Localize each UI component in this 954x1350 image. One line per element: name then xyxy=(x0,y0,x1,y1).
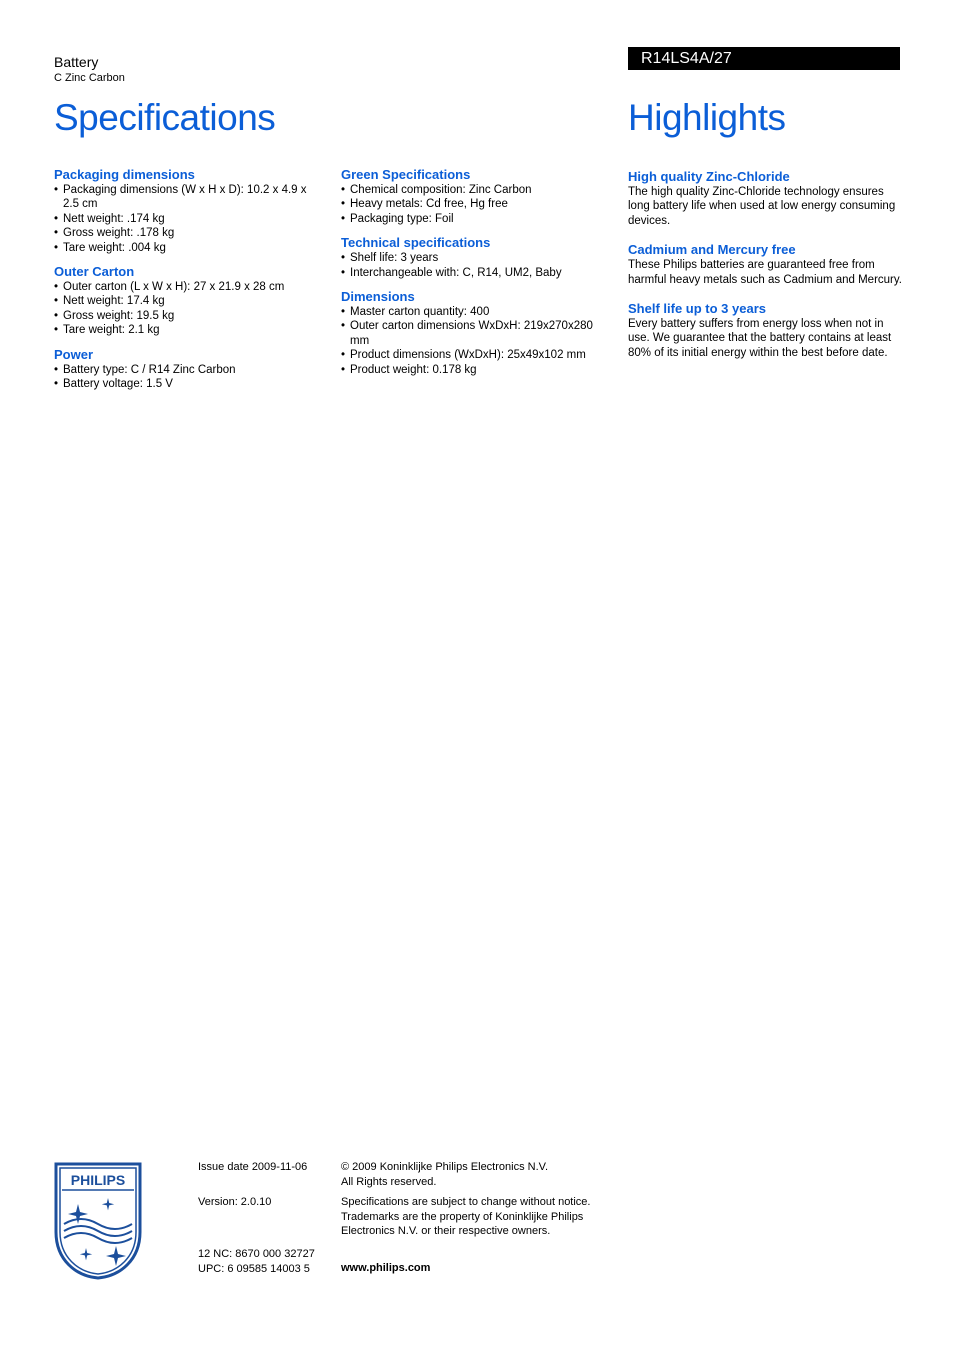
spec-item: • Master carton quantity: 400 xyxy=(341,305,613,319)
spec-item: • Gross weight: .178 kg xyxy=(54,226,324,240)
highlight-cadmium-and-mercury-free xyxy=(628,242,902,287)
highlight-heading: Shelf life up to 3 years xyxy=(628,301,766,317)
spec-section-heading: Outer Carton xyxy=(54,264,135,280)
spec-item: • Chemical composition: Zinc Carbon xyxy=(341,183,613,197)
spec-section-power xyxy=(54,347,324,392)
highlight-text: The high quality Zinc-Chloride technology ensures long battery life when used at low energy consuming devices. xyxy=(628,186,896,227)
spec-section-heading: Green Specifications xyxy=(341,167,471,182)
highlight-text: These Philips batteries are guaranteed free from harmful heavy metals such as Cadmium and Mercury. xyxy=(628,259,902,286)
version: Version: 2.0.10 xyxy=(198,1196,272,1208)
spec-list xyxy=(54,280,324,338)
spec-list xyxy=(341,251,613,280)
spec-item: • Interchangeable with: C, R14, UM2, Baby xyxy=(341,266,613,280)
spec-item: • Battery type: C / R14 Zinc Carbon xyxy=(54,363,324,377)
highlights-column xyxy=(628,167,902,374)
website-link[interactable]: www.philips.com xyxy=(341,1262,431,1274)
spec-item: • Heavy metals: Cd free, Hg free xyxy=(341,197,613,211)
notice-line-1: Specifications are subject to change without notice. xyxy=(341,1196,591,1208)
spec-section-heading: Technical specifications xyxy=(341,235,491,251)
specifications-notice xyxy=(341,1195,601,1239)
spec-item: • Packaging type: Foil xyxy=(341,212,613,226)
highlights-title: Highlights xyxy=(628,97,786,138)
spec-item: • Tare weight: 2.1 kg xyxy=(54,323,324,337)
spec-item: • Nett weight: 17.4 kg xyxy=(54,294,324,308)
spec-section-green-specifications xyxy=(341,167,613,226)
spec-list xyxy=(54,363,324,392)
spec-section-heading: Packaging dimensions xyxy=(54,167,195,182)
spec-section-technical-specifications xyxy=(341,235,613,280)
highlight-heading: Cadmium and Mercury free xyxy=(628,242,796,258)
copyright xyxy=(341,1160,548,1189)
spec-item: • Outer carton dimensions WxDxH: 219x270x280 mm xyxy=(341,319,613,348)
spec-list xyxy=(341,183,613,226)
specifications-column-1 xyxy=(54,167,324,400)
philips-shield-logo xyxy=(54,1162,142,1280)
spec-item: • Shelf life: 3 years xyxy=(341,251,613,265)
model-number-bar: R14LS4A/27 xyxy=(628,47,900,70)
highlight-high-quality-zinc-chloride xyxy=(628,169,902,228)
spec-section-packaging-dimensions xyxy=(54,167,324,255)
highlight-text: Every battery suffers from energy loss when not in use. We guarantee that the battery contains at least 80% of its initial energy within the best before date. xyxy=(628,318,892,359)
product-codes xyxy=(198,1247,315,1276)
notice-line-3: Electronics N.V. or their respective owners. xyxy=(341,1225,551,1237)
spec-item: • Product dimensions (WxDxH): 25x49x102 mm xyxy=(341,348,613,362)
spec-item: • Product weight: 0.178 kg xyxy=(341,363,613,377)
spec-section-dimensions xyxy=(341,289,613,377)
spec-item: • Nett weight: .174 kg xyxy=(54,212,324,226)
specifications-column-2 xyxy=(341,167,613,386)
issue-date: Issue date 2009-11-06 xyxy=(198,1161,308,1173)
spec-item: • Battery voltage: 1.5 V xyxy=(54,377,324,391)
spec-item: • Packaging dimensions (W x H x D): 10.2 x 4.9 x 2.5 cm xyxy=(54,183,324,212)
highlight-shelf-life-up-to-3-years xyxy=(628,301,902,360)
logo-wordmark: PHILIPS xyxy=(70,1172,126,1188)
copyright-line-1: © 2009 Koninklijke Philips Electronics N.V. xyxy=(341,1161,549,1173)
nc-code: 12 NC: 8670 000 32727 xyxy=(198,1248,315,1260)
spec-section-heading: Dimensions xyxy=(341,289,415,305)
product-category: Battery xyxy=(54,54,99,70)
notice-line-2: Trademarks are the property of Koninklijke Philips xyxy=(341,1210,584,1223)
highlight-heading: High quality Zinc-Chloride xyxy=(628,169,790,184)
spec-list xyxy=(341,305,613,377)
specifications-title: Specifications xyxy=(54,97,276,138)
copyright-line-2: All Rights reserved. xyxy=(341,1175,437,1188)
product-subtitle: C Zinc Carbon xyxy=(54,72,125,84)
spec-section-heading: Power xyxy=(54,346,94,362)
spec-list xyxy=(54,183,324,255)
spec-item: • Gross weight: 19.5 kg xyxy=(54,309,324,323)
spec-item: • Tare weight: .004 kg xyxy=(54,241,324,255)
upc-code: UPC: 6 09585 14003 5 xyxy=(198,1262,310,1275)
spec-item: • Outer carton (L x W x H): 27 x 21.9 x 28 cm xyxy=(54,280,324,294)
spec-section-outer-carton xyxy=(54,264,324,338)
